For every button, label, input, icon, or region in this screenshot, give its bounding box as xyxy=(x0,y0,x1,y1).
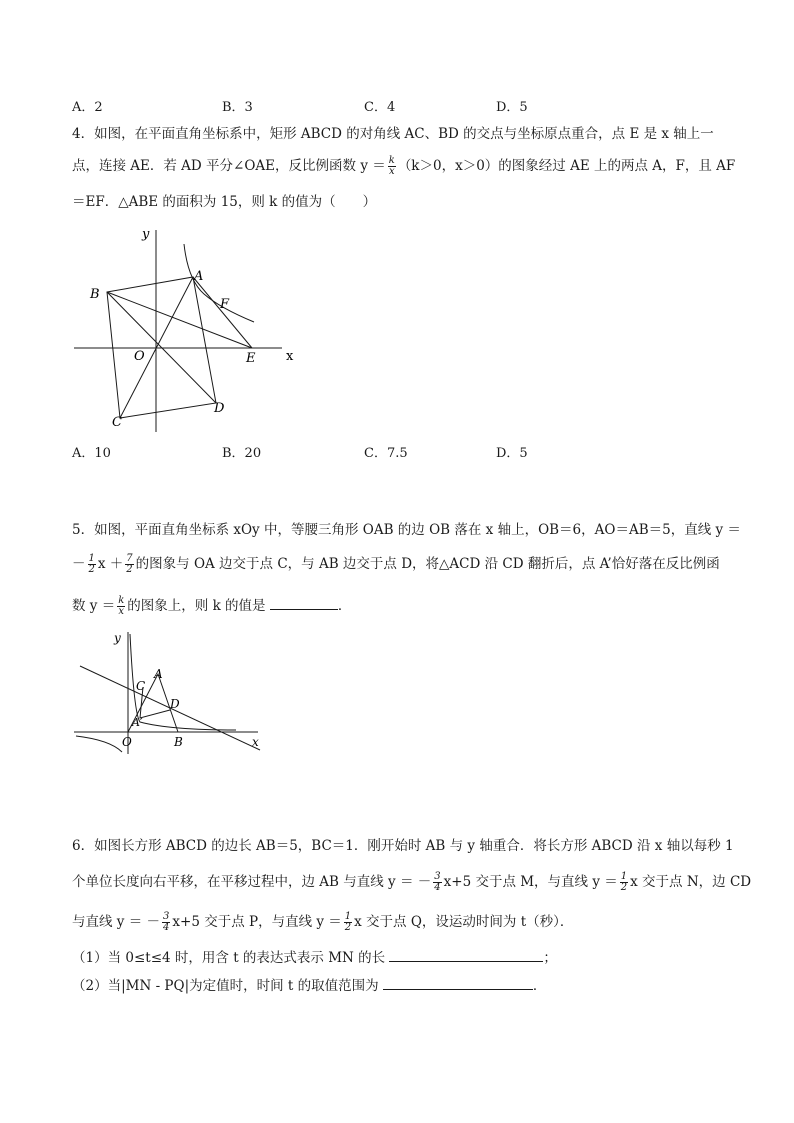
q4-label-y: y xyxy=(142,227,150,242)
q5-f3-den: x xyxy=(118,606,125,617)
q6-sub-1-end: ； xyxy=(543,950,557,966)
q5-f1-den: 2 xyxy=(88,564,95,575)
q4-option-b: B．20 xyxy=(222,446,262,461)
q4-label-c: C xyxy=(112,415,122,430)
q5-figure xyxy=(70,626,270,756)
q6-f4-den: 2 xyxy=(344,922,352,933)
q6-line-3-prefix: 与直线 y ＝ － xyxy=(72,914,161,930)
q6-sub-2-prefix: （2）当|MN - PQ|为定值时，时间 t 的取值范围为 xyxy=(72,978,383,994)
q5-label-y: y xyxy=(114,631,121,645)
q4-option-a: A．10 xyxy=(72,446,111,461)
q6-fraction-4 xyxy=(344,912,352,933)
q6-line-2-prefix: 个单位长度向右平移，在平移过程中，边 AB 与直线 y ＝ － xyxy=(72,874,432,890)
q6-line-1: 6．如图长方形 ABCD 的边长 AB＝5，BC＝1．刚开始时 AB 与 y 轴重合．将长方形 ABCD 沿 x 轴以每秒 1 xyxy=(72,838,734,854)
q6-sub-1-prefix: （1）当 0≤t≤4 时，用含 t 的表达式表示 MN 的长 xyxy=(72,950,390,966)
q6-f2-num: 1 xyxy=(620,871,628,882)
q4-label-d: D xyxy=(214,401,225,416)
q5-line-3 xyxy=(72,596,351,617)
q4-fraction xyxy=(388,156,396,177)
q4-label-f: F xyxy=(220,297,230,312)
q6-f3-num: 3 xyxy=(163,911,170,922)
q6-f1-den: 4 xyxy=(434,882,441,893)
q5-line-1: 5．如图，平面直角坐标系 xOy 中，等腰三角形 OAB 的边 OB 落在 x 轴上，OB＝6，AO＝AB＝5，直线 y ＝ xyxy=(72,522,741,538)
q4-line-1: 4．如图，在平面直角坐标系中，矩形 ABCD 的对角线 AC、BD 的交点与坐标原点重合，点 E 是 x 轴上一 xyxy=(72,126,714,142)
q3-option-c: C．4 xyxy=(364,100,396,115)
q5-line-2-prefix: － xyxy=(72,556,86,572)
q6-sub-1 xyxy=(72,948,557,968)
q6-line-3-mid: x+5 交于点 P，与直线 y ＝ xyxy=(172,914,342,930)
q4-figure xyxy=(70,222,300,436)
q6-sub-2 xyxy=(72,976,546,996)
q6-fraction-1 xyxy=(433,872,441,893)
q4-segment-be xyxy=(107,292,252,348)
q6-sub-2-end: ． xyxy=(532,978,547,994)
q4-line-2a: 点，连接 AE．若 AD 平分∠OAE，反比例函数 y ＝ xyxy=(72,158,386,174)
q5-f1-num: 1 xyxy=(88,553,95,564)
q6-line-3 xyxy=(72,912,573,933)
q4-frac-den: x xyxy=(388,166,395,177)
q5-f2-den: 2 xyxy=(126,564,133,575)
q5-line-3-prefix: 数 y ＝ xyxy=(72,598,116,614)
q3-option-a: A．2 xyxy=(72,100,103,115)
q4-frac-num: k xyxy=(388,155,395,166)
q5-label-c: C xyxy=(136,679,146,693)
q6-fraction-3 xyxy=(162,912,170,933)
q6-f3-den: 4 xyxy=(163,922,170,933)
q3-option-d: D．5 xyxy=(496,100,528,115)
q5-line-2-suffix: 的图象与 OA 边交于点 C，与 AB 边交于点 D，将△ACD 沿 CD 翻折后，点 A’恰好落在反比例函 xyxy=(135,556,720,572)
q5-f2-num: 7 xyxy=(126,553,133,564)
q5-answer-blank[interactable] xyxy=(270,609,338,610)
q5-label-b: B xyxy=(174,735,183,749)
q4-label-b: B xyxy=(90,287,100,302)
q6-line-3-suffix: x 交于点 Q，设运动时间为 t（秒）． xyxy=(354,914,574,930)
q4-label-e: E xyxy=(246,351,256,366)
q6-line-2-mid: x+5 交于点 M，与直线 y ＝ xyxy=(443,874,618,890)
q5-fraction-2 xyxy=(125,554,133,575)
q5-hyperbola-branch-2 xyxy=(76,736,122,752)
q6-fraction-2 xyxy=(620,872,628,893)
q6-f1-num: 3 xyxy=(434,871,441,882)
q5-label-a-prime: A′ xyxy=(132,716,143,729)
q5-line-2-mid: x ＋ xyxy=(97,556,124,572)
q5-label-a: A xyxy=(154,667,163,681)
q6-f2-den: 2 xyxy=(620,882,628,893)
q4-line-3: ＝EF．△ABE 的面积为 15，则 k 的值为（ ） xyxy=(72,194,377,210)
q4-segment-ae xyxy=(193,277,252,348)
q4-label-x: x xyxy=(286,349,294,364)
q5-fraction-1 xyxy=(88,554,96,575)
q4-line-2b: （k＞0，x＞0）的图象经过 AE 上的两点 A，F，且 AF xyxy=(397,158,736,174)
q6-sub-1-answer-blank[interactable] xyxy=(389,961,543,962)
q6-line-2-suffix: x 交于点 N，边 CD xyxy=(630,874,752,890)
q6-f4-num: 1 xyxy=(344,911,352,922)
q5-line-2 xyxy=(72,554,720,575)
q5-fraction-3 xyxy=(117,596,125,617)
q4-option-c: C．7.5 xyxy=(364,446,408,461)
q3-option-b: B．3 xyxy=(222,100,253,115)
q5-hyperbola-branch-1 xyxy=(130,634,236,730)
q5-label-x: x xyxy=(252,735,259,749)
q4-label-a: A xyxy=(194,269,204,284)
q4-label-o: O xyxy=(134,349,145,364)
q5-line-3-end: ． xyxy=(337,598,352,614)
q5-line-3-suffix: 的图象上，则 k 的值是 xyxy=(127,598,270,614)
q4-line-2 xyxy=(72,156,735,177)
q5-label-o: O xyxy=(122,735,132,749)
q5-f3-num: k xyxy=(118,595,125,606)
q6-line-2 xyxy=(72,872,751,893)
q5-label-d: D xyxy=(170,697,180,711)
q6-sub-2-answer-blank[interactable] xyxy=(383,989,533,990)
q4-option-d: D．5 xyxy=(496,446,528,461)
